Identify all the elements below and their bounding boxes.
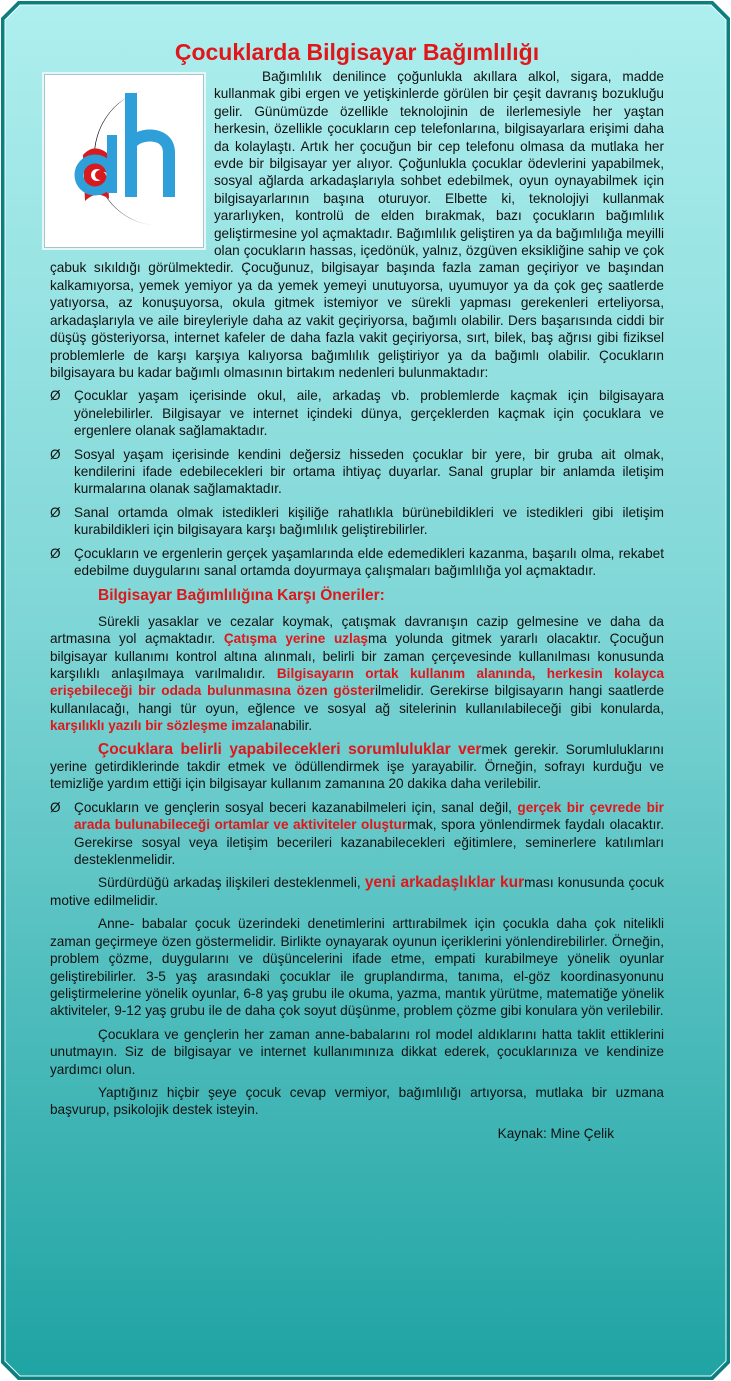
dh-logo bbox=[44, 74, 204, 248]
advice-paragraph bbox=[50, 874, 664, 909]
bullet-arrow-icon: Ø bbox=[50, 504, 61, 520]
reason-text: Çocukların ve ergenlerin gerçek yaşamlarında elde edemedikleri kazanma, başarılı olma, rekabet edebilme duygularını sanal ortamda doyurmaya çalışmaları bağımlılığa yol açmaktadır. bbox=[74, 545, 664, 578]
bullet-arrow-icon: Ø bbox=[50, 446, 61, 462]
text-run: ması konusunda çocuk motive edilmelidir. bbox=[50, 875, 664, 908]
highlight-text: gerçek bir çevrede bir arada bulunabileceği ortamlar ve aktiviteler oluştur bbox=[74, 799, 664, 833]
reason-item bbox=[50, 545, 664, 580]
advice-heading: Bilgisayar Bağımlılığına Karşı Öneriler: bbox=[98, 587, 385, 605]
highlight-text: karşılıklı yazılı bir sözleşme imzala bbox=[50, 718, 273, 734]
highlight-text: Bilgisayarın ortak kullanım alanında, herkesin kolayca erişebileceği bir odada bulunmasına özen göster bbox=[50, 666, 664, 699]
advice-paragraph: Yaptığınız hiçbir şeye çocuk cevap vermiyor, bağımlılığı artıyorsa, mutlaka bir uzmana başvurup, psikolojik destek isteyin. bbox=[50, 1084, 664, 1118]
advice-paragraph bbox=[50, 613, 664, 735]
text-run: ma yolunda gitmek yararlı olacaktır. Çocuğun bilgisayar kullanımı kontrol altına alınmalı, belirli bir zaman çerçevesinde kullanılması konusunda karşılıklı anlaşılmaya varılmalıdır. bbox=[50, 631, 664, 681]
reason-text: Sosyal yaşam içerisinde kendini değersiz hisseden çocuklar bir yere, bir gruba ait olmak, kendilerini ifade edebilecekleri bir ortama ihtiyaç duyarlar. Sanal gruplar bir anlamda iletişim kurmalarına olanak sağlamaktadır. bbox=[74, 446, 664, 497]
advice-paragraph bbox=[50, 741, 664, 793]
text-run: Çocukların ve gençlerin sosyal beceri kazanabilmeleri için, sanal değil, bbox=[74, 799, 518, 815]
reason-text: Sanal ortamda olmak istedikleri kişiliğe rahatlıkla bürünebildikleri ve istedikleri gibi iletişim kurabildikleri için bilgisayara karşı bağımlılık geliştirebilirler. bbox=[74, 504, 664, 538]
article bbox=[50, 38, 664, 1142]
article-title: Çocuklarda Bilgisayar Bağımlılığı bbox=[174, 39, 540, 65]
highlight-text: yeni arkadaşlıklar kur bbox=[364, 874, 525, 892]
bullet-arrow-icon: Ø bbox=[50, 545, 61, 561]
highlight-text: Çatışma yerine uzlaş bbox=[223, 631, 368, 647]
text-run: Sürdürdüğü arkadaş ilişkileri desteklenmeli, bbox=[98, 875, 365, 891]
reason-text: Çocuklar yaşam içerisinde okul, aile, arkadaş vb. problemlerde kaçmak için bilgisayara yönelebilirler. Bilgisayar ve internet içindeki dünya, gerçeklerden kaçmak için çocuklara ve ergenlere olanak sağlamaktadır. bbox=[74, 388, 664, 439]
reason-item bbox=[50, 446, 664, 498]
highlight-text: Çocuklara belirli yapabilecekleri sorumluluklar ver bbox=[98, 740, 482, 758]
text-run: ilmelidir. Gerekirse bilgisayarın hangi saatlerde kullanılacağı, hangi tür oyun, eğlence ve sosyal ağ sitelerinin kullanılabileceği gibi konularda, bbox=[50, 683, 665, 716]
text-run: Sürekli yasaklar ve cezalar koymak, çatışmak davranışın cazip gelmesine ve daha da artmasına yol açmaktadır. bbox=[50, 613, 664, 647]
text-run: mek gerekir. Sorumluluklarını yerine getirdiklerinde takdir etmek ve ödüllendirmek işe yarayabilir. Örneğin, sofrayı kurduğu ve temizliğe yardım ettiği için bilgisayar kullanım zamanına 20 dakika daha verilebilir. bbox=[50, 741, 665, 792]
advice-paragraph: Anne- babalar çocuk üzerindeki denetimlerini arttırabilmek için çocukla daha çok nitelikli zaman geçirmeye özen göstermelidir. Birlikte oynayarak oyunun içeriklerini yönlendirebilirler. Örneğin, problem çözme, duygularını ve düşüncelerini ifade etme, empati kurabilmeye yönelik oyunlar geliştirebilirler. 3-5 yaş arasındaki çocuklar ile gruplandırma, tanıma, el-göz koordinasyonunu geliştirmelerine yönelik oyunlar, 6-8 yaş grubu ile okuma, yazma, mantık yürütme, matematiğe yönelik aktiviteler, 9-12 yaş grubu ile de daha çok soyut düşünme, problem çözme gibi konulara yön verilebilir. bbox=[50, 916, 664, 1019]
advice-paragraph: Çocuklara ve gençlerin her zaman anne-babalarını rol model aldıklarını hatta taklit ettiklerini unutmayın. Siz de bilgisayar ve internet kullanımınıza dikkat ederek, çocuklarınıza ve kendinize yardımcı olun. bbox=[50, 1026, 664, 1077]
advice-bullet bbox=[50, 799, 664, 869]
intro-paragraph: Bağımlılık denilince çoğunlukla akıllara alkol, sigara, madde kullanmak gibi ergen ve yetişkinlerde görülen bir çeşit davranış bozukluğu gelir. Günümüzde özellikle teknolojinin de ilerlemesiyle her yaştan herkesin, özellikle çocukların cep telefonlarına, bilgisayarlara erişimi daha da kolaylaştı. Artık her çocuğun bir cep telefonu olmasa da mutlaka her evde bir bilgisayar yer alıyor. Çoğunlukla çocuklar ödevlerini yapabilmek, sosyal ağlarda arkadaşlarıyla sohbet edebilmek, oyun oynayabilmek için bilgisayarlarının başına oturuyor. Elbette ki, teknolojiyi kullanmak yararlıyken, kontrolü de elden bırakmak, bazı çocukların bağımlılık geliştirmesine yol açmaktadır. Bağımlılık geliştiren ya da bağımlılığa meyilli olan çocukların hassas, içedönük, yalnız, özgüven eksikliğine sahip ve çok çabuk sıkıldığı görülmektedir. Çocuğunuz, bilgisayar başında fazla zaman geçiriyor ve başından kalkamıyorsa, yemek yemiyor ya da yemek yemeyi unutuyorsa, uyumuyor ya da çok geç saatlerde yatıyorsa, az konuşuyorsa, okula gitmek istemiyor ve sürekli yapması gerekenleri erteliyorsa, arkadaşlarıyla ve aile bireyleriyle daha az vakit geçiriyorsa, bağımlı olabilir. Ders başarısında ciddi bir düşüş gösteriyorsa, internet kafeler de daha fazla vakit geçiriyorsa, sırt, bilek, baş ağrısı gibi fiziksel problemlerle de karşı karşıya kalıyorsa bağımlılık geliştiriyor ya da bağımlı olabilir. Çocukların bilgisayara bu kadar bağımlı olmasının birtakım nedenleri bulunmaktadır: bbox=[50, 69, 664, 380]
reason-item bbox=[50, 387, 664, 439]
reason-item bbox=[50, 504, 664, 539]
bullet-arrow-icon: Ø bbox=[50, 799, 61, 815]
bullet-arrow-icon: Ø bbox=[50, 388, 61, 404]
text-run: nabilir. bbox=[272, 718, 313, 734]
text-run: mak, spora yönlendirmek faydalı olacaktır. Gerekirse sosyal veya iletişim becerileri kazanabilecekleri eğitimlere, seminerlere katılımları desteklenmelidir. bbox=[74, 817, 664, 868]
source-credit: Kaynak: Mine Çelik bbox=[497, 1125, 614, 1141]
